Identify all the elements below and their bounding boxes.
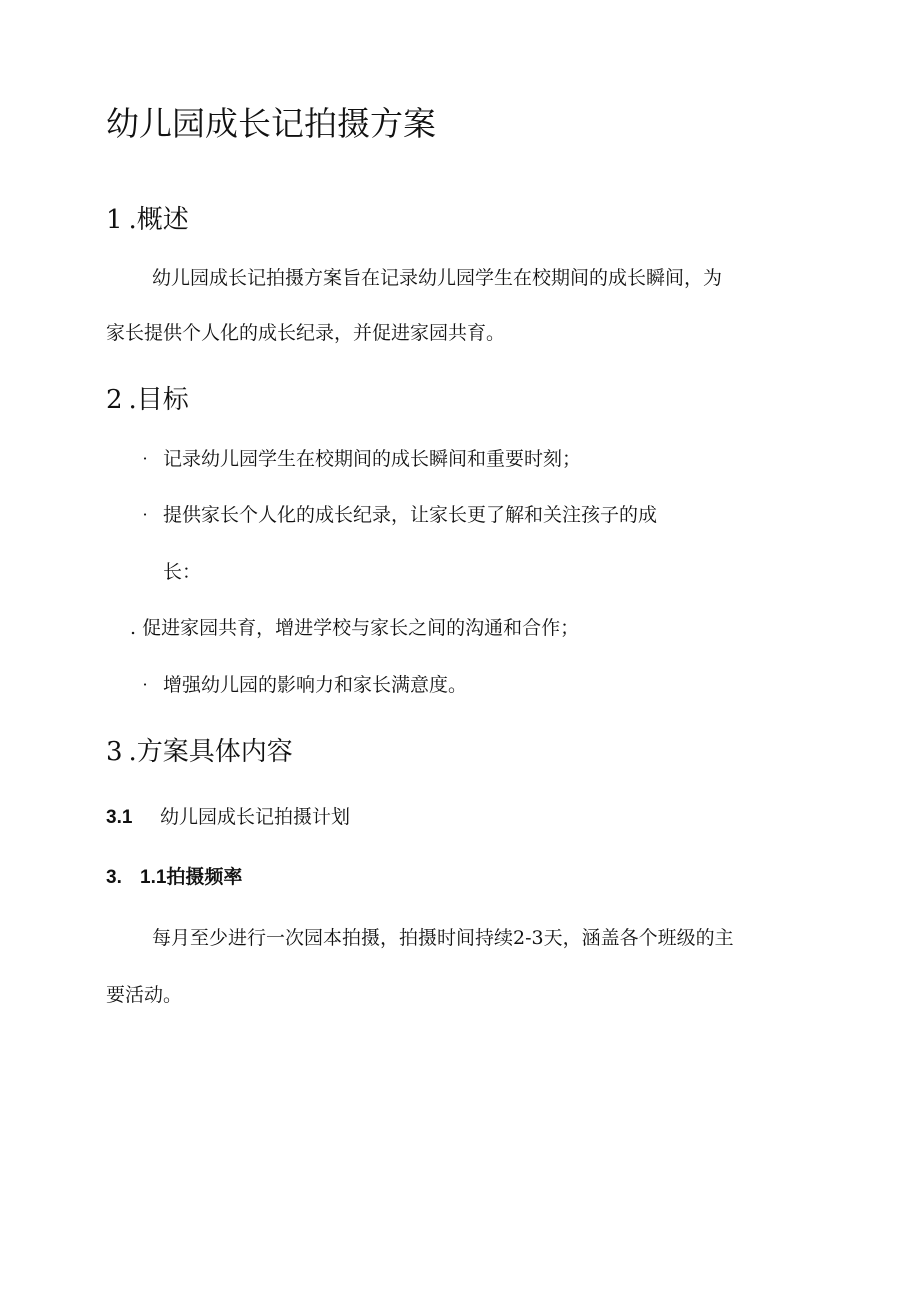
section-3-heading	[106, 732, 293, 772]
section-1-paragraph-line-2: 家长提供个人化的成长纪录，并促进家园共育。	[106, 322, 506, 344]
section-2-title: .目标	[128, 385, 189, 415]
subsection-3-1-1-heading	[106, 863, 242, 893]
subsection-3-1-1-number: 3.	[106, 867, 122, 888]
section-1-title: .概述	[128, 205, 189, 235]
subsection-3-1-1-title: 1.1拍摄频率	[140, 867, 243, 888]
document-title: 幼儿园成长记拍摄方案	[106, 104, 436, 143]
section-3-number: 3	[106, 737, 123, 767]
section-1-paragraph-line-1: 幼儿园成长记拍摄方案旨在记录幼儿园学生在校期间的成长瞬间，为	[152, 267, 723, 289]
section-3-title: .方案具体内容	[128, 737, 293, 767]
section-3-paragraph-line-2: 要活动。	[106, 984, 183, 1006]
bullet-dot: ·	[142, 505, 148, 524]
section-2-heading	[106, 380, 189, 420]
list-item-continuation: 长：	[163, 561, 202, 583]
section-2-number: 2	[106, 385, 123, 415]
subsection-3-1-heading	[106, 803, 350, 833]
bullet-dot: ·	[142, 449, 148, 468]
list-item-text: . 促进家园共育，增进学校与家长之间的沟通和合作；	[130, 617, 580, 639]
bullet-dot: ·	[142, 675, 148, 694]
list-item-text: 增强幼儿园的影响力和家长满意度。	[163, 674, 468, 696]
section-1-number: 1	[106, 205, 123, 235]
section-1-heading	[106, 200, 189, 240]
list-item-text: 提供家长个人化的成长纪录，让家长更了解和关注孩子的成	[163, 504, 658, 526]
list-item-text: 记录幼儿园学生在校期间的成长瞬间和重要时刻；	[163, 448, 582, 470]
subsection-3-1-number: 3.1	[106, 807, 133, 828]
subsection-3-1-title: 幼儿园成长记拍摄计划	[160, 807, 351, 828]
section-3-paragraph-line-1: 每月至少进行一次园本拍摄，拍摄时间持续2-3天，涵盖各个班级的主	[152, 927, 734, 949]
